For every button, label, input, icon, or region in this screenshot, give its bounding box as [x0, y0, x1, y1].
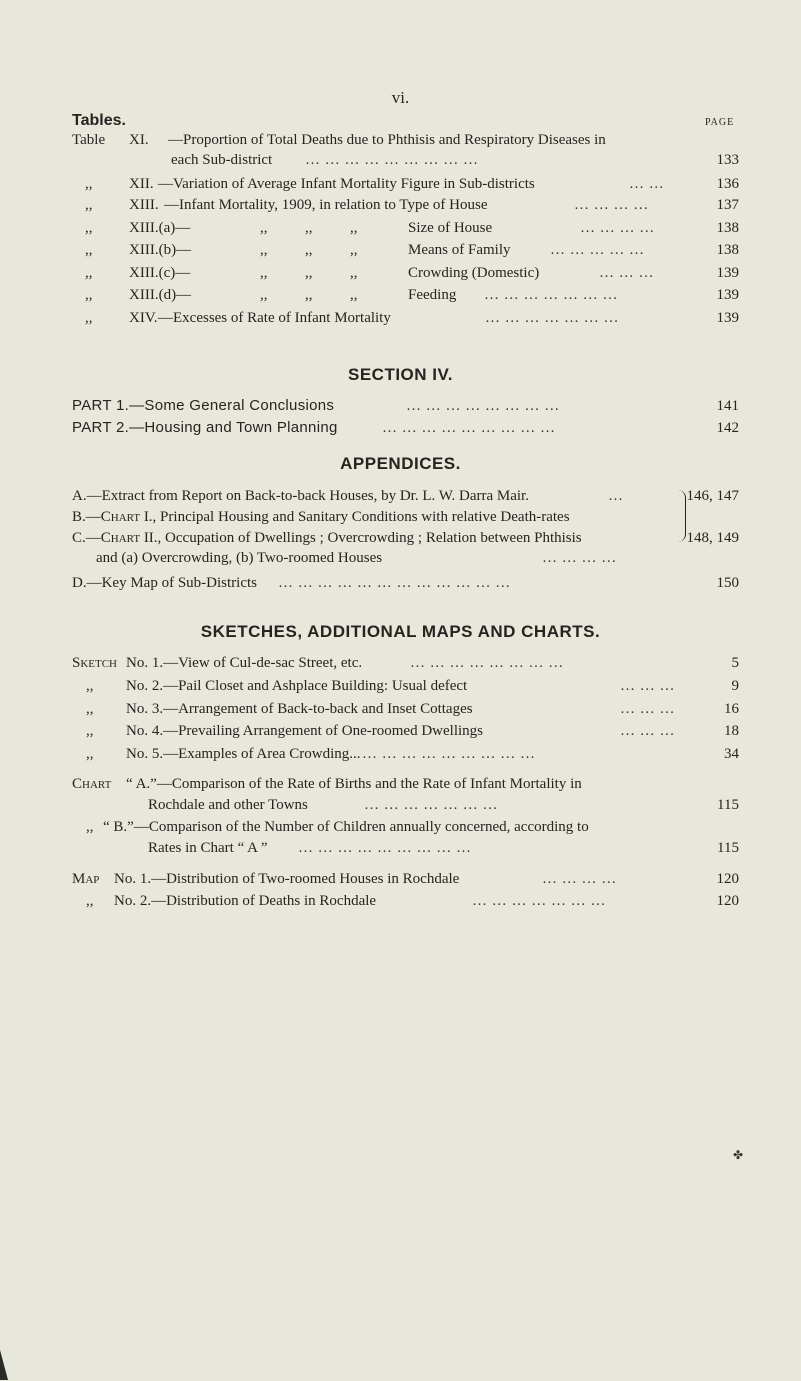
table-entry: ,, XIV. —Excesses of Rate of Infant Mortality … … … … … … … 139 [85, 310, 739, 326]
table-entry: ,, XIII. —Infant Mortality, 1909, in relation to Type of House … … … … 137 [85, 197, 739, 213]
tables-heading: Tables. [72, 112, 126, 129]
chart-entry-continuation: Rochdale and other Towns … … … … … … … 115 [148, 797, 739, 813]
table-entry: ,, XIII.(d)— ,, ,, ,, Feeding … … … … … … … 139 [85, 287, 739, 303]
chart-entry: ,, “ B.”—Comparison of the Number of Children annually concerned, according to [86, 819, 589, 835]
sketches-heading: SKETCHES, ADDITIONAL MAPS AND CHARTS. [200, 622, 601, 641]
table-entry: ,, XIII.(b)— ,, ,, ,, Means of Family … … … … … 138 [85, 242, 739, 258]
grouping-brace [677, 490, 686, 542]
table-entry: ,, XIII.(a)— ,, ,, ,, Size of House … … … … 138 [85, 220, 739, 236]
table-entry: Table XI. —Proportion of Total Deaths due to Phthisis and Respiratory Diseases in [72, 132, 606, 148]
chart-entry: Chart “ A.”—Comparison of the Rate of Births and the Rate of Infant Mortality in [72, 776, 582, 792]
page-number: vi. [391, 88, 410, 107]
page-column-heading: PAGE [705, 117, 735, 128]
table-entry: ,, XIII.(c)— ,, ,, ,, Crowding (Domestic) … … … 139 [85, 265, 739, 281]
appendix-entry: B.—Chart I., Principal Housing and Sanitary Conditions with relative Death-rates [72, 509, 570, 525]
part-entry: PART 2.—Housing and Town Planning … … … … … … … … … 142 [72, 419, 739, 436]
map-entry: Map No. 1.—Distribution of Two-roomed Houses in Rochdale … … … … 120 [72, 871, 739, 887]
appendices-heading: APPENDICES. [340, 454, 461, 473]
section-heading: SECTION IV. [347, 365, 453, 384]
chart-entry-continuation: Rates in Chart “ A ” … … … … … … … … … 115 [148, 840, 739, 856]
appendix-entry: A.—Extract from Report on Back-to-back Houses, by Dr. L. W. Darra Mair. … 146, 147 [72, 488, 739, 504]
appendix-entry: D.—Key Map of Sub-Districts … … … … … … … … … … … … 150 [72, 575, 739, 591]
sketch-entry: ,, No. 4.—Prevailing Arrangement of One-roomed Dwellings … … … 18 [86, 723, 739, 739]
sketch-entry: ,, No. 5.—Examples of Area Crowding... … … … … … … … … … 34 [86, 746, 739, 762]
ink-fleck: ✤ [733, 1148, 744, 1162]
appendix-entry-continuation: and (a) Overcrowding, (b) Two-roomed Houses … … … … [96, 550, 617, 566]
page-corner-shadow [0, 1350, 8, 1380]
map-entry: ,, No. 2.—Distribution of Deaths in Rochdale … … … … … … … 120 [86, 893, 739, 909]
table-entry: ,, XII. —Variation of Average Infant Mortality Figure in Sub-districts … … 136 [85, 176, 739, 192]
part-entry: PART 1.—Some General Conclusions … … … … … … … … 141 [72, 397, 739, 414]
sketch-entry: ,, No. 3.—Arrangement of Back-to-back and Inset Cottages … … … 16 [86, 701, 739, 717]
sketch-entry: ,, No. 2.—Pail Closet and Ashplace Building: Usual defect … … … 9 [86, 678, 739, 694]
table-entry-continuation: each Sub-district … … … … … … … … … 133 [171, 152, 739, 168]
sketch-entry: Sketch No. 1.—View of Cul-de-sac Street, etc. … … … … … … … … 5 [72, 655, 739, 671]
appendix-entry: C.—Chart II., Occupation of Dwellings ; Overcrowding ; Relation between Phthisis 148, 149 [72, 530, 739, 546]
